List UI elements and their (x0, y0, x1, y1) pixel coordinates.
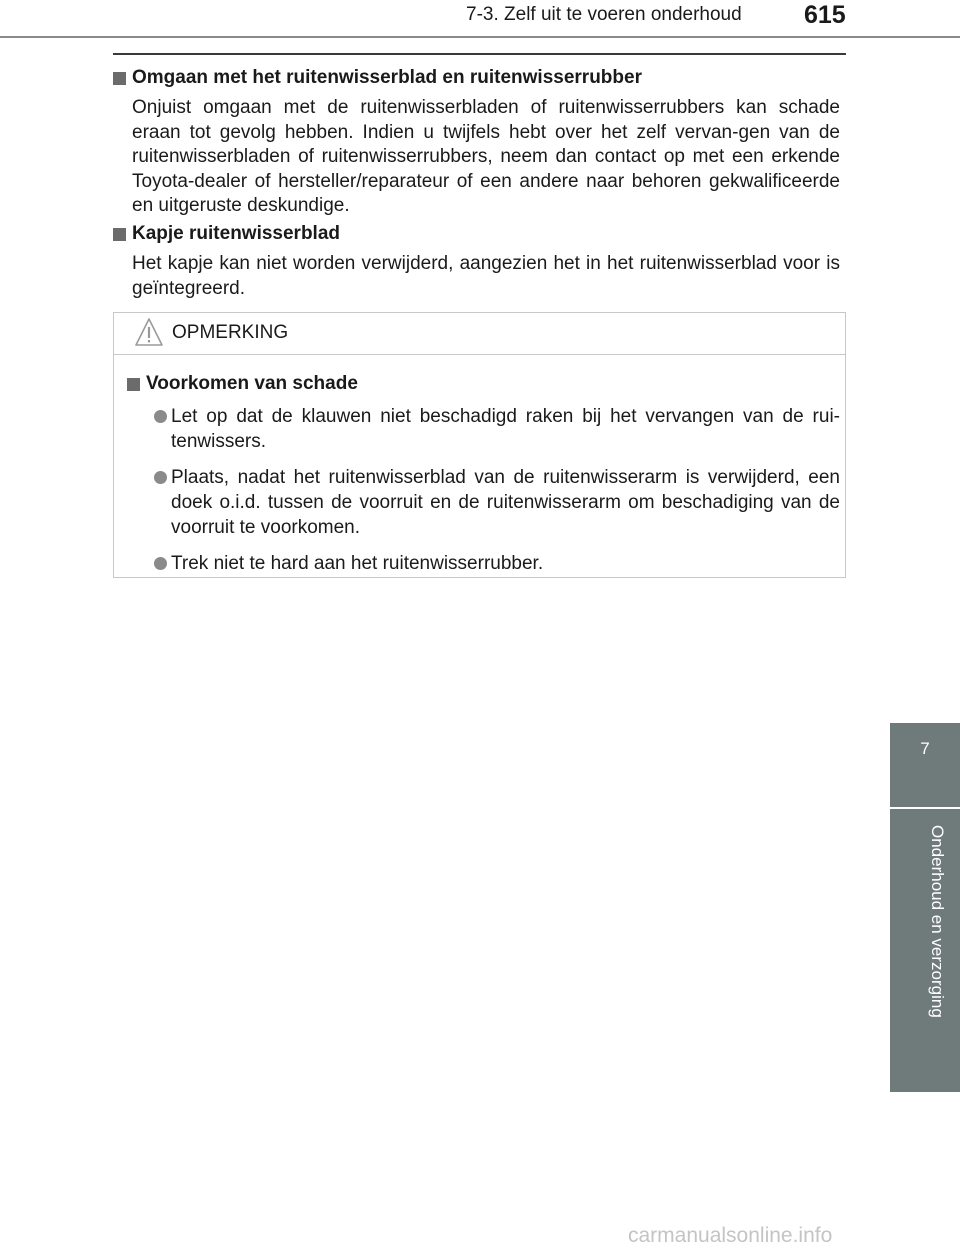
chapter-side-tab (890, 723, 960, 1092)
list-item (157, 465, 840, 540)
chapter-label: Onderhoud en verzorging (928, 825, 947, 1018)
chapter-number: 7 (920, 739, 930, 758)
notice-box (113, 312, 846, 578)
round-bullet-icon (154, 410, 167, 423)
side-tab-divider (890, 807, 960, 809)
square-bullet-icon (113, 72, 126, 85)
page-number: 615 (804, 1, 846, 29)
list-item (157, 404, 840, 454)
chapter-title: 7-3. Zelf uit te voeren onderhoud (466, 4, 742, 25)
watermark: carmanualsonline.info (628, 1224, 833, 1247)
list-item-text: Trek niet te hard aan het ruitenwisserrubber. (171, 553, 544, 574)
list-item (157, 551, 840, 576)
notice-content (127, 372, 840, 576)
section-paragraph: Onjuist omgaan met de ruitenwisserbladen of ruitenwisserrubbers kan schade eraan tot gevolg hebben. Indien u twijfels hebt over het zelf vervan-gen van de ruitenwisserbladen of ruitenwisserrubbers, neem dan contact op met een erkende Toyota-dealer of hersteller/reparateur of een andere naar behoren gekwalificeerde en uitgeruste deskundige. (132, 97, 840, 216)
section-wiper-cap (113, 222, 840, 301)
notice-heading (127, 372, 840, 396)
section-heading (113, 66, 840, 90)
warning-triangle-icon (134, 317, 164, 347)
notice-heading-text: Voorkomen van schade (146, 373, 358, 394)
notice-label: OPMERKING (172, 322, 289, 343)
round-bullet-icon (154, 471, 167, 484)
square-bullet-icon (113, 228, 126, 241)
header-divider (0, 36, 960, 38)
section-heading-text: Omgaan met het ruitenwisserblad en ruitenwisserrubber (132, 67, 642, 88)
content-top-divider (113, 53, 846, 55)
round-bullet-icon (154, 557, 167, 570)
list-item-text: Plaats, nadat het ruitenwisserblad van de ruitenwisserarm is verwijderd, een doek o.i.d. tussen de voorruit en de ruitenwisserarm om beschadiging van de voorruit te voorkomen. (171, 467, 840, 538)
section-paragraph: Het kapje kan niet worden verwijderd, aangezien het in het ruitenwisserblad voor is geïntegreerd. (132, 253, 840, 299)
list-item-text: Let op dat de klauwen niet beschadigd raken bij het vervangen van de rui-tenwissers. (171, 406, 840, 452)
square-bullet-icon (127, 378, 140, 391)
section-heading-text: Kapje ruitenwisserblad (132, 223, 341, 244)
notice-header (114, 313, 845, 355)
section-wiper-handling (113, 66, 840, 219)
section-heading (113, 222, 840, 246)
